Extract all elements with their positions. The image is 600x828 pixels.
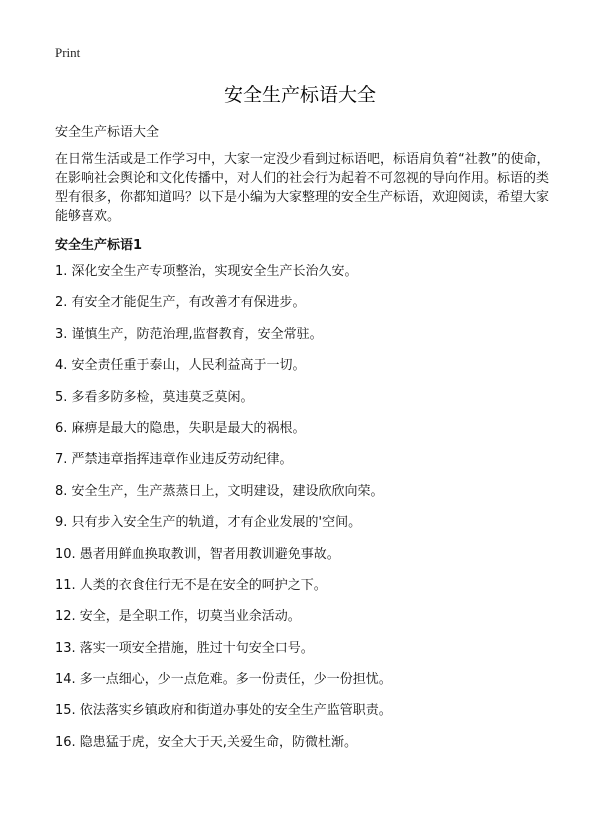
list-item: 1. 深化安全生产专项整治，实现安全生产长治久安。 — [55, 264, 358, 279]
print-link[interactable]: Print — [55, 45, 81, 60]
list-item: 8. 安全生产，生产蒸蒸日上，文明建设，建设欣欣向荣。 — [55, 483, 384, 499]
list-item: 5. 多看多防多检，莫违莫乏莫闲。 — [55, 389, 254, 405]
list-item: 11. 人类的衣食住行无不是在安全的呵护之下。 — [55, 577, 327, 593]
list-item: 9. 只有步入安全生产的轨道，才有企业发展的'空间。 — [55, 515, 362, 531]
section-heading: 安全生产标语1 — [55, 238, 143, 253]
slogan-list — [55, 262, 555, 764]
list-item: 14. 多一点细心，少一点危难。多一份责任，少一份担忧。 — [55, 672, 392, 688]
document-subtitle: 安全生产标语大全 — [55, 125, 160, 140]
list-item: 12. 安全，是全职工作，切莫当业余活动。 — [55, 609, 301, 625]
intro-paragraph: 在日常生活或是工作学习中，大家一定没少看到过标语吧，标语肩负着“社教”的使命，在影响社会舆论和文化传播中，对人们的社会行为起着不可忽视的导向作用。标语的类型有很多，你都知道吗？以下是小编为大家整理的安全生产标语，欢迎阅读，希望大家能够喜欢。 — [55, 152, 550, 224]
list-item: 3. 谨慎生产，防范治理,监督教育，安全常驻。 — [55, 326, 323, 342]
list-item: 13. 落实一项安全措施，胜过十句安全口号。 — [55, 640, 314, 656]
list-item: 2. 有安全才能促生产，有改善才有保进步。 — [55, 295, 306, 311]
page-title: 安全生产标语大全 — [223, 84, 376, 106]
list-item: 15. 依法落实乡镇政府和街道办事处的安全生产监管职责。 — [55, 703, 392, 719]
list-item: 4. 安全责任重于泰山，人民利益高于一切。 — [55, 358, 306, 374]
list-item: 6. 麻痹是最大的隐患，失职是最大的祸根。 — [55, 420, 306, 436]
list-item: 7. 严禁违章指挥违章作业违反劳动纪律。 — [55, 452, 293, 468]
list-item: 16. 隐患猛于虎，安全大于天,关爱生命，防微杜渐。 — [55, 734, 357, 750]
list-item: 10. 愚者用鲜血换取教训，智者用教训避免事故。 — [55, 546, 340, 562]
